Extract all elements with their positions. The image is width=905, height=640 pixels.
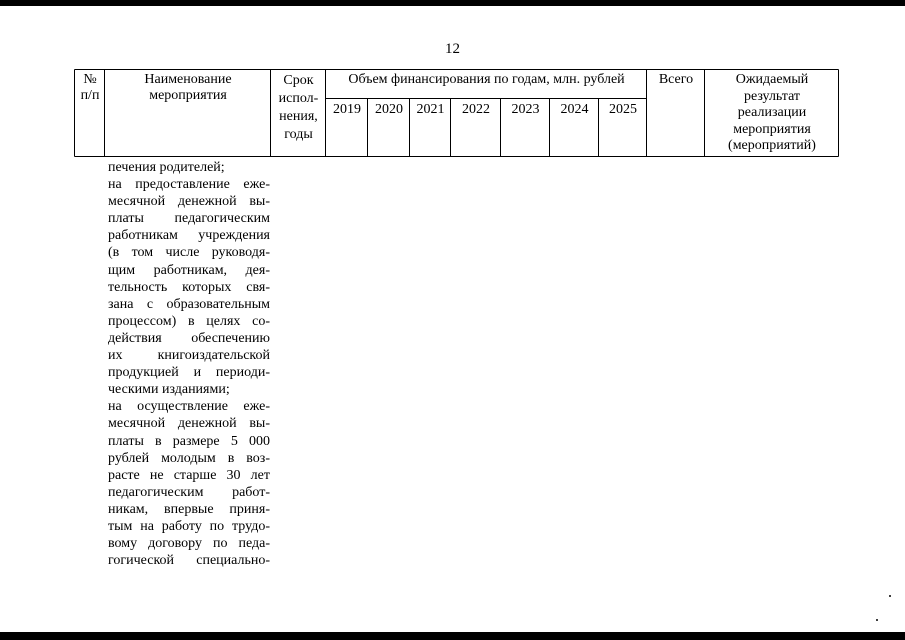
description-line: тым на работу по трудо- bbox=[108, 518, 270, 534]
description-line: продукцией и периоди- bbox=[108, 365, 270, 381]
description-line: гогической специально- bbox=[108, 553, 270, 569]
description-line: ческими изданиями; bbox=[108, 382, 230, 398]
description-line: вому договору по педа- bbox=[108, 536, 270, 552]
header-col-number: № п/п bbox=[80, 72, 100, 103]
description-line: на осуществление еже- bbox=[108, 399, 270, 415]
description-line: щим работникам, дея- bbox=[108, 262, 270, 278]
description-line: платы педагогическим bbox=[108, 211, 270, 227]
header-year-2019: 2019 bbox=[333, 102, 361, 117]
description-line: их книгоиздательской bbox=[108, 348, 270, 364]
header-col-total: Всего bbox=[658, 72, 694, 87]
description-line: месячной денежной вы- bbox=[108, 194, 270, 210]
scan-speck bbox=[889, 595, 891, 597]
header-year-2022: 2022 bbox=[462, 102, 490, 117]
description-line: тельность которых свя- bbox=[108, 279, 270, 295]
scan-speck bbox=[876, 619, 878, 621]
description-line: педагогическим работ- bbox=[108, 484, 270, 500]
description-line: работникам учреждения bbox=[108, 228, 270, 244]
description-line: (в том числе руководя- bbox=[108, 245, 270, 261]
page-number: 12 bbox=[445, 41, 460, 57]
activity-description bbox=[108, 159, 270, 569]
description-line: на предоставление еже- bbox=[108, 177, 270, 193]
header-col-result: Ожидаемый результат реализации мероприятия (мероприятий) bbox=[728, 72, 816, 154]
header-col-funding: Объем финансирования по годам, млн. рублей bbox=[348, 72, 625, 87]
header-year-2024: 2024 bbox=[560, 102, 589, 117]
description-line: зана с образовательным bbox=[108, 296, 270, 312]
header-col-name: Наименование мероприятия bbox=[144, 72, 232, 103]
description-line: рублей молодым в воз- bbox=[108, 450, 270, 466]
description-line: никам, впервые приня- bbox=[108, 501, 270, 517]
header-year-2021: 2021 bbox=[416, 102, 445, 117]
description-line: печения родителей; bbox=[108, 160, 225, 175]
description-line: действия обеспечению bbox=[108, 330, 270, 346]
description-line: платы в размере 5 000 bbox=[108, 433, 270, 449]
header-year-2023: 2023 bbox=[511, 102, 540, 117]
description-line: процессом) в целях со- bbox=[108, 313, 270, 329]
description-line: расте не старше 30 лет bbox=[108, 467, 270, 483]
header-year-2025: 2025 bbox=[609, 102, 637, 117]
header-col-term: Срок испол- нения, годы bbox=[278, 73, 319, 142]
header-year-2020: 2020 bbox=[375, 102, 403, 117]
description-line: месячной денежной вы- bbox=[108, 416, 270, 432]
